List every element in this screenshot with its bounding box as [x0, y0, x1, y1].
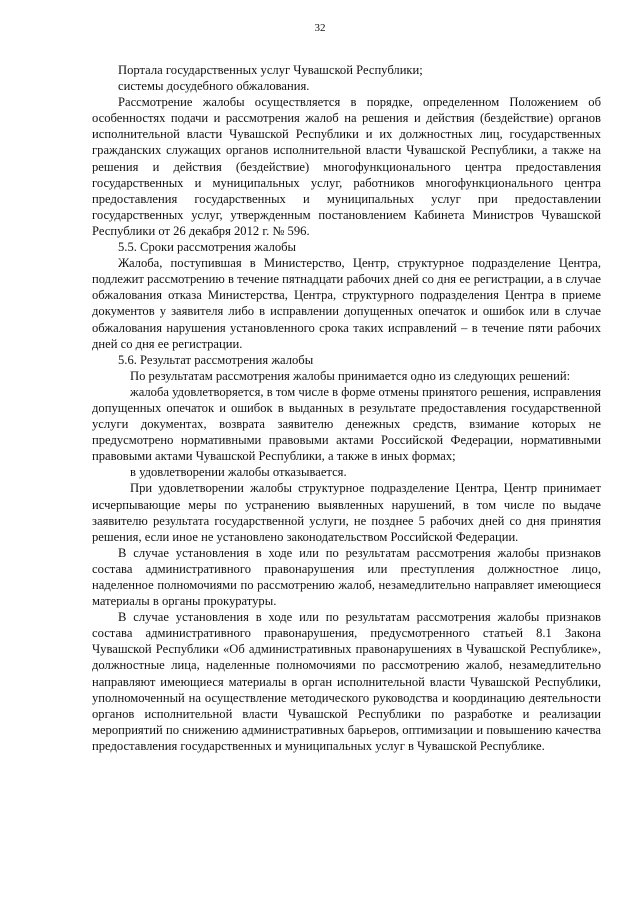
page-number: 32 — [314, 22, 326, 34]
paragraph-remedy-measures: При удовлетворении жалобы структурное подразделение Центра, Центр принимает исчерпывающие меры по устранению выявленных нарушений, в том числе по выдаче заявителю результата государственной услуги, не позднее 5 рабочих дней со дня принятия решения, если иное не установлено законодательством Российской Федерации. — [92, 481, 601, 544]
paragraph-complaint-rejected: в удовлетворении жалобы отказывается. — [130, 465, 347, 480]
paragraph-review-deadlines: Жалоба, поступившая в Министерство, Центр, структурное подразделение Центра, подлежит рассмотрению в течение пятнадцати рабочих дней со дня ее регистрации, а в случае обжалования отказа Министерства, Центра, структурного подразделения Центра в приеме документов у заявителя либо в исправлении допущенных опечаток и ошибок или в случае обжалования нарушения установленного срока таких исправлений – в течение пяти рабочих дней со дня ее регистрации. — [92, 256, 601, 351]
paragraph-administrative-referral: В случае установления в ходе или по результатам рассмотрения жалобы признаков состава административного правонарушения, предусмотренного статьей 8.1 Закона Чувашской Республики «Об административных правонарушениях в Чувашской Республике», должностные лица, наделенные полномочиями по рассмотрению жалоб, незамедлительно направляют имеющиеся материалы в орган исполнительной власти Чувашской Республики, уполномоченный на осуществление методического руководства и координацию деятельности органов исполнительной власти Чувашской Республики по разработке и реализации мероприятий по снижению административных барьеров, оптимизации и повышению качества предоставления государственных и муниципальных услуг в Чувашской Республике. — [92, 610, 601, 753]
section-heading-5-6: 5.6. Результат рассмотрения жалобы — [118, 352, 314, 367]
paragraph-prosecutor-referral: В случае установления в ходе или по результатам рассмотрения жалобы признаков состава административного правонарушения или преступления должностное лицо, наделенное полномочиями по рассмотрению жалоб, незамедлительно направляет имеющиеся материалы в органы прокуратуры. — [92, 545, 601, 609]
paragraph-complaint-satisfied: жалоба удовлетворяется, в том числе в форме отмены принятого решения, исправления допущенных опечаток и ошибок в выданных в результате предоставления государственной услуги документах, возврата заявителю денежных средств, взимание которых не предусмотрено нормативными правовыми актами Российской Федерации, нормативными правовыми актами Чувашской Республики, а также в иных формах; — [92, 384, 601, 464]
section-heading-5-5: 5.5. Сроки рассмотрения жалобы — [118, 240, 297, 255]
paragraph-appeal-system-item: системы досудебного обжалования. — [118, 79, 310, 94]
paragraph-portal-item: Портала государственных услуг Чувашской Республики; — [118, 63, 423, 77]
paragraph-review-procedure: Рассмотрение жалобы осуществляется в порядке, определенном Положением об особенностях подачи и рассмотрения жалоб на решения и действия (бездействие) органов исполнительной власти Чувашской Республики и их должностных лиц, государственных гражданских служащих органов исполнительной власти Чувашской Республики, а также на решения и действия (бездействие) многофункционального центра предоставления государственных и муниципальных услуг, работников многофункционального центра предоставления государственных и муниципальных услуг при предоставлении государственных услуг, утвержденным постановлением Кабинета Министров Чувашской Республики от 26 декабря 2012 г. № 596. — [92, 95, 601, 238]
document-body — [92, 62, 601, 754]
paragraph-decision-intro: По результатам рассмотрения жалобы принимается одно из следующих решений: — [130, 368, 571, 383]
